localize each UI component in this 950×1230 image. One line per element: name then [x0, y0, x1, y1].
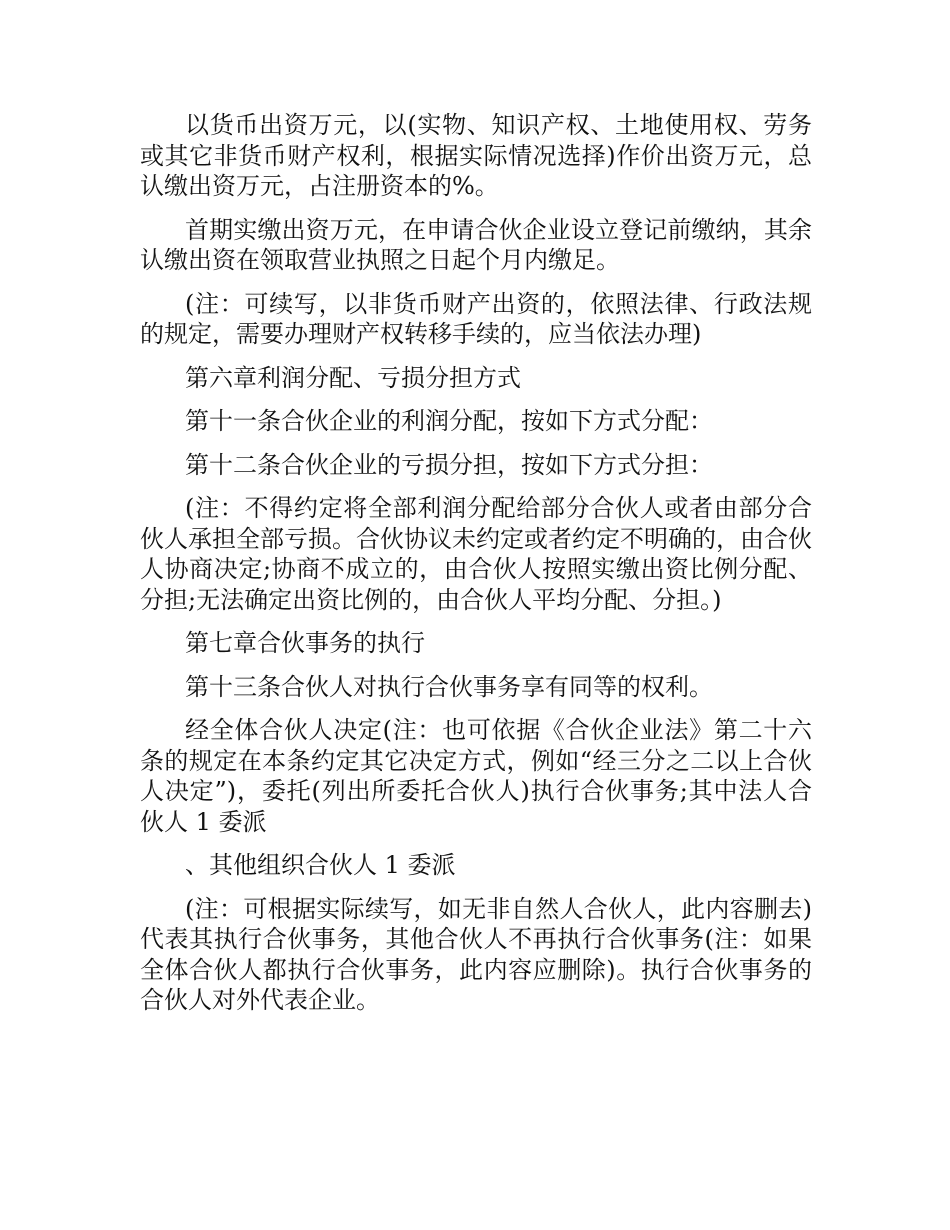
paragraph-note-non-monetary: (注：可续写，以非货币财产出资的，依照法律、行政法规的规定，需要办理财产权转移手续的，应当依法办理) — [140, 289, 812, 348]
paragraph-note-profit-loss: (注：不得约定将全部利润分配给部分合伙人或者由部分合伙人承担全部亏损。合伙协议未约定或者约定不明确的，由合伙人协商决定;协商不成立的，由合伙人按照实缴出资比例分配、分担;无法确定出资比例的，由合伙人平均分配、分担。) — [140, 494, 812, 614]
paragraph-other-org-partner: 、其他组织合伙人 1 委派 — [185, 851, 456, 879]
chapter-seven-heading: 第七章合伙事务的执行 — [185, 629, 425, 657]
chapter-six-heading: 第六章利润分配、亏损分担方式 — [185, 363, 521, 392]
paragraph-initial-payment: 首期实缴出资万元，在申请合伙企业设立登记前缴纳，其余认缴出资在领取营业执照之日起个月内缴足。 — [140, 215, 812, 274]
article-thirteen: 第十三条合伙人对执行合伙事务享有同等的权利。 — [185, 672, 713, 701]
document-page — [140, 110, 812, 1029]
paragraph-capital-contribution: 以货币出资万元，以(实物、知识产权、土地使用权、劳务或其它非货币财产权利，根据实际情况选择)作价出资万元，总认缴出资万元，占注册资本的%。 — [140, 111, 812, 200]
article-twelve: 第十二条合伙企业的亏损分担，按如下方式分担： — [185, 450, 713, 479]
paragraph-partner-decision: 经全体合伙人决定(注：也可依据《合伙企业法》第二十六条的规定在本条约定其它决定方式，例如“经三分之二以上合伙人决定”)，委托(列出所委托合伙人)执行合伙事务;其中法人合伙人 1 委派 — [140, 716, 812, 836]
article-eleven: 第十一条合伙企业的利润分配，按如下方式分配： — [185, 407, 713, 435]
paragraph-note-representative: (注：可根据实际续写，如无非自然人合伙人，此内容删去)代表其执行合伙事务，其他合伙人不再执行合伙事务(注：如果全体合伙人都执行合伙事务，此内容应删除)。执行合伙事务的合伙人对外代表企业。 — [140, 894, 812, 1014]
